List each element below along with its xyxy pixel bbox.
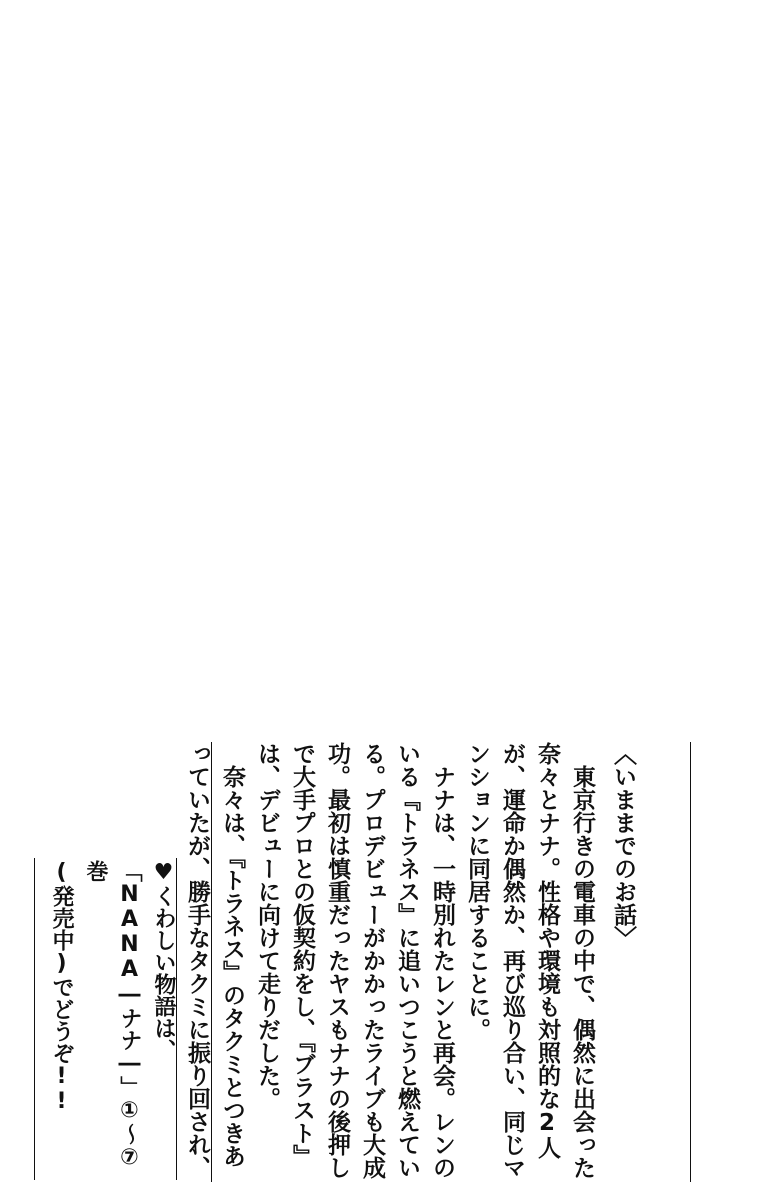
note-line-3: (発売中)でどうぞ!! xyxy=(49,860,74,1114)
story-rule-right xyxy=(690,742,691,1182)
story-heading: 〈いままでのお話〉 xyxy=(610,742,636,949)
story-paragraph-3: 奈々は、『トラネス』のタクミとつきあっていたが、勝手なタクミに振り回され、 xyxy=(184,742,245,1179)
story-paragraph-1: 東京行きの電車の中で、偶然に出会った奈々とナナ。性格や環境も対照的な2人が、運命か偶然か、再び巡り合い、同じマンションに同居することに。 xyxy=(464,742,595,1179)
story-paragraph-2: ナナは、一時別れたレンと再会。レンのいる『トラネス』に追いつこうと燃えている。プロデビューがかかったライブも大成功。最初は慎重だったヤスもナナの後押しで大手プロとの仮契約をし、『ブラスト』は、デビューに向けて走りだした。 xyxy=(254,742,455,1179)
note-line-2: 「NANA―ナナ―」①〜⑦巻 xyxy=(83,860,142,1170)
note-rule-left xyxy=(34,858,35,1180)
details-note xyxy=(40,860,180,1180)
story-so-far-block xyxy=(180,742,640,1182)
note-line-1: ♥くわしい物語は、 xyxy=(151,860,176,1061)
